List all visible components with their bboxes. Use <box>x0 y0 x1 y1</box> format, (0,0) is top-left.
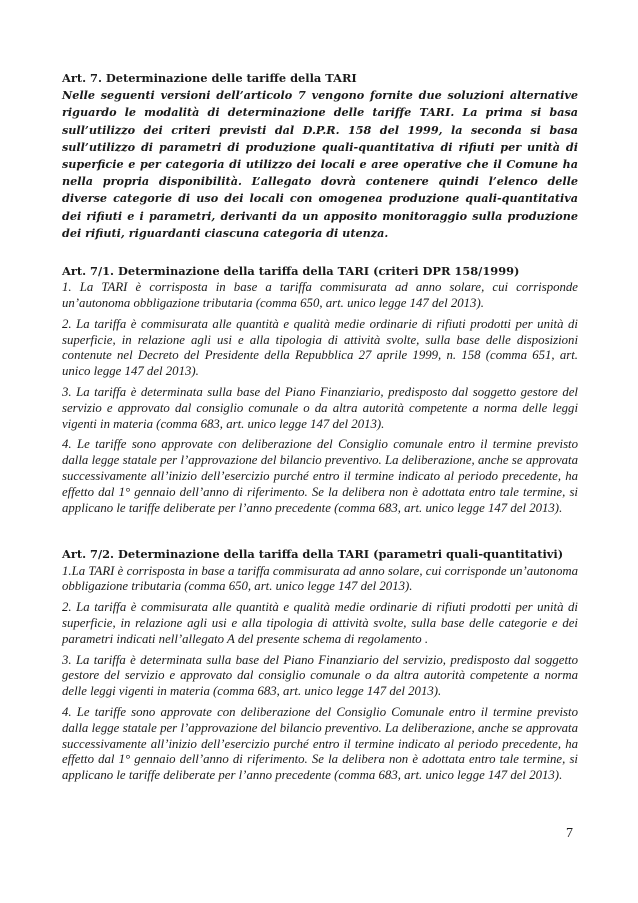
article-7-1 <box>62 263 578 516</box>
article-7-2-paragraph-2: 2. La tariffa è commisurata alle quantità e qualità medie ordinarie di rifiuti prodotti per unità di superficie, in relazione agli usi e alla tipologia di attività svolte, sulla base delle categorie e dei parametri indicati nell’allegato A del presente schema di regolamento . <box>62 600 578 646</box>
article-7-intro: Nelle seguenti versioni dell’articolo 7 vengono fornite due soluzioni alternative riguardo le modalità di determinazione delle tariffe TARI. La prima si basa sull’utilizzo dei criteri previsti dal D.P.R. 158 del 1999, la seconda si basa sull’utilizzo di parametri di produzione quali-quantitativa di rifiuti per unità di superficie e per categoria di utilizzo dei locali e aree operative che il Comune ha nella propria disponibilità. L’allegato dovrà contenere quindi l’elenco delle diverse categorie di uso dei locali con omogenea produzione quali-quantitativa dei rifiuti e i parametri, derivanti da un apposito monitoraggio sulla produzione dei rifiuti, riguardanti ciascuna categoria di utenza. <box>62 88 578 240</box>
document-page <box>62 70 578 784</box>
article-7-2-paragraph-3: 3. La tariffa è determinata sulla base del Piano Finanziario del servizio, predisposto dal soggetto gestore del servizio e approvato dal consiglio comunale o da altra autorità competente a norma delle leggi vigenti in materia (comma 683, art. unico legge 147 del 2013). <box>62 652 578 699</box>
page-number: 7 <box>566 826 573 841</box>
article-7-1-heading: Art. 7/1. Determinazione della tariffa della TARI (criteri DPR 158/1999) <box>62 264 520 279</box>
article-7-2-paragraph-4: 4. Le tariffe sono approvate con deliberazione del Consiglio Comunale entro il termine previsto dalla legge statale per l’approvazione del bilancio preventivo. La deliberazione, anche se approvata successivamente all’inizio dell’esercizio purché entro il termine indicato al periodo precedente, ha effetto dal 1° gennaio dell’anno di riferimento. Se la delibera non è adottata entro tale termine, si applicano le tariffe deliberate per l’anno precedente (comma 683, art. unico legge 147 del 2013). <box>62 704 578 783</box>
article-7-1-paragraph-2: 2. La tariffa è commisurata alle quantità e qualità medie ordinarie di rifiuti prodotti per unità di superficie, in relazione agli usi e alla tipologia di attività svolte, sulla base delle disposizioni contenute nel Decreto del Presidente della Repubblica 27 aprile 1999, n. 158 (comma 651, art. unico legge 147 del 2013). <box>62 316 578 379</box>
article-7-heading: Art. 7. Determinazione delle tariffe della TARI <box>62 71 357 85</box>
article-7 <box>62 70 578 242</box>
article-7-2-heading: Art. 7/2. Determinazione della tariffa della TARI (parametri quali-quantitativi) <box>62 547 564 562</box>
article-7-2-paragraph-1: 1.La TARI è corrisposta in base a tariffa commisurata ad anno solare, cui corrisponde un’autonoma obbligazione tributaria (comma 650, art. unico legge 147 del 2013). <box>62 563 578 594</box>
article-7-1-paragraph-4: 4. Le tariffe sono approvate con deliberazione del Consiglio comunale entro il termine previsto dalla legge statale per l’approvazione del bilancio preventivo. La deliberazione, anche se approvata successivamente all’inizio dell’esercizio purché entro il termine indicato al periodo precedente, ha effetto dal 1° gennaio dell’anno di riferimento. Se la delibera non è adottata entro tale termine, si applicano le tariffe deliberate per l’anno precedente (comma 683, art. unico legge 147 del 2013). <box>62 437 578 515</box>
article-7-1-paragraph-1: 1. La TARI è corrisposta in base a tariffa commisurata ad anno solare, cui corrisponde un’autonoma obbligazione tributaria (comma 650, art. unico legge 147 del 2013). <box>62 280 578 311</box>
article-7-2 <box>62 546 578 784</box>
article-7-1-paragraph-3: 3. La tariffa è determinata sulla base del Piano Finanziario, predisposto dal soggetto gestore del servizio e approvato dal consiglio comunale o da altra autorità competente a norma delle leggi vigenti in materia (comma 683, art. unico legge 147 del 2013). <box>62 385 578 431</box>
